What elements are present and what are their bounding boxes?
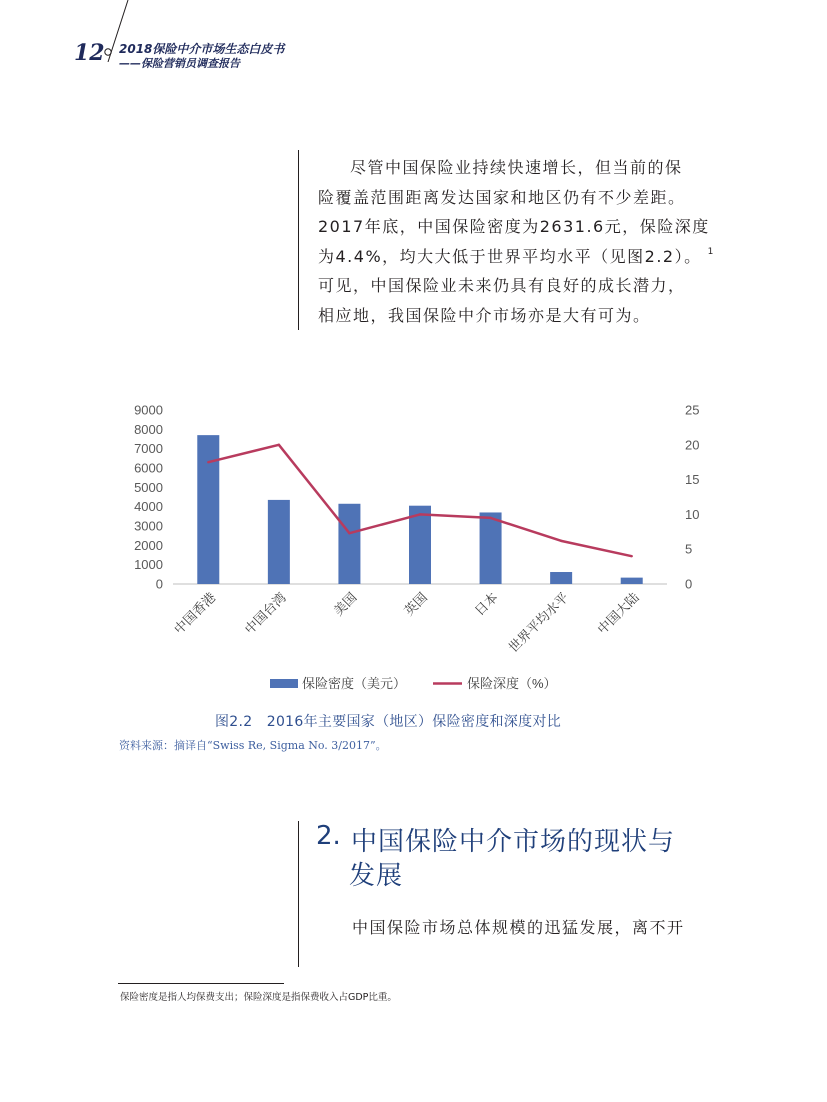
left-axis-tick-label: 2000 bbox=[134, 537, 163, 553]
bar-insurance-density bbox=[480, 512, 502, 584]
x-axis-category-label: 世界平均水平 bbox=[505, 589, 572, 656]
line-point-insurance-depth bbox=[207, 461, 209, 463]
legend-label-density: 保险密度（美元） bbox=[302, 676, 407, 691]
x-axis-category-label: 中国香港 bbox=[171, 589, 219, 637]
intro-paragraph bbox=[318, 153, 718, 330]
running-header-title: 2018保险中介市场生态白皮书 bbox=[119, 42, 285, 56]
paragraph-side-rule bbox=[298, 150, 299, 330]
footnote-marker: 1 bbox=[707, 246, 715, 257]
left-axis-tick-label: 3000 bbox=[134, 518, 163, 534]
x-axis-category-label: 美国 bbox=[330, 589, 360, 619]
x-axis-category-label: 中国台湾 bbox=[241, 589, 289, 637]
right-axis-tick-label: 0 bbox=[685, 576, 693, 592]
bar-insurance-density bbox=[268, 500, 290, 584]
right-axis-tick-label: 10 bbox=[685, 506, 700, 522]
paragraph-line: 可见，中国保险业未来仍具有良好的成长潜力， bbox=[318, 276, 686, 295]
line-point-insurance-depth bbox=[278, 444, 280, 446]
right-axis-tick-label: 5 bbox=[685, 541, 693, 557]
footnote-rule bbox=[118, 983, 284, 984]
bar-insurance-density bbox=[550, 572, 572, 584]
paragraph-line: 尽管中国保险业持续快速增长，但当前的保 bbox=[350, 158, 683, 177]
legend-label-depth: 保险深度（%） bbox=[467, 676, 557, 691]
right-axis-tick-label: 25 bbox=[685, 402, 700, 418]
left-axis-tick-label: 6000 bbox=[134, 460, 163, 476]
section-title-line1: 中国保险中介市场的现状与 bbox=[351, 827, 676, 857]
x-axis-category-label: 英国 bbox=[401, 589, 431, 619]
section-body-text: 中国保险市场总体规模的迅猛发展，离不开 bbox=[352, 918, 685, 937]
x-axis-category-label: 中国大陆 bbox=[594, 589, 642, 637]
footnote-text: 保险密度是指人均保费支出；保险深度是指保费收入占GDP比重。 bbox=[120, 992, 397, 1003]
left-axis-tick-label: 1000 bbox=[134, 557, 163, 573]
paragraph-line bbox=[318, 242, 718, 272]
running-header-subtitle: ——保险营销员调查报告 bbox=[119, 57, 240, 70]
left-axis-tick-label: 0 bbox=[155, 576, 163, 592]
line-point-insurance-depth bbox=[348, 532, 350, 534]
section-title-line2: 发展 bbox=[349, 861, 404, 891]
paragraph-line-text: 为4.4%，均大大低于世界平均水平（见图2.2）。 bbox=[318, 246, 702, 266]
left-axis-tick-label: 9000 bbox=[134, 402, 163, 418]
left-axis-tick-label: 4000 bbox=[134, 499, 163, 515]
right-axis-tick-label: 15 bbox=[685, 472, 700, 488]
line-point-insurance-depth bbox=[419, 513, 421, 515]
line-point-insurance-depth bbox=[489, 517, 491, 519]
legend-swatch-density bbox=[270, 679, 298, 688]
bar-insurance-density bbox=[197, 435, 219, 584]
figure-caption: 图2.2 2016年主要国家（地区）保险密度和深度对比 bbox=[215, 714, 561, 730]
x-axis-category-label: 日本 bbox=[471, 589, 501, 619]
right-axis-tick-label: 20 bbox=[685, 437, 700, 453]
line-point-insurance-depth bbox=[560, 540, 562, 542]
section-number: 2. bbox=[316, 821, 341, 851]
paragraph-line: 2017年底，中国保险密度为2631.6元，保险深度 bbox=[318, 217, 710, 236]
paragraph-line: 险覆盖范围距离发达国家和地区仍有不少差距。 bbox=[318, 187, 686, 207]
left-axis-tick-label: 8000 bbox=[134, 421, 163, 437]
section-side-rule bbox=[298, 821, 299, 967]
insurance-density-depth-chart bbox=[105, 396, 725, 696]
line-point-insurance-depth bbox=[631, 555, 633, 557]
page-number: 12 bbox=[74, 40, 105, 66]
bar-insurance-density bbox=[338, 504, 360, 584]
bar-insurance-density bbox=[621, 578, 643, 584]
left-axis-tick-label: 5000 bbox=[134, 479, 163, 495]
figure-source: 资料来源：摘译自“Swiss Re, Sigma No. 3/2017”。 bbox=[119, 739, 387, 752]
paragraph-line: 相应地，我国保险中介市场亦是大有可为。 bbox=[318, 305, 651, 325]
left-axis-tick-label: 7000 bbox=[134, 441, 163, 457]
